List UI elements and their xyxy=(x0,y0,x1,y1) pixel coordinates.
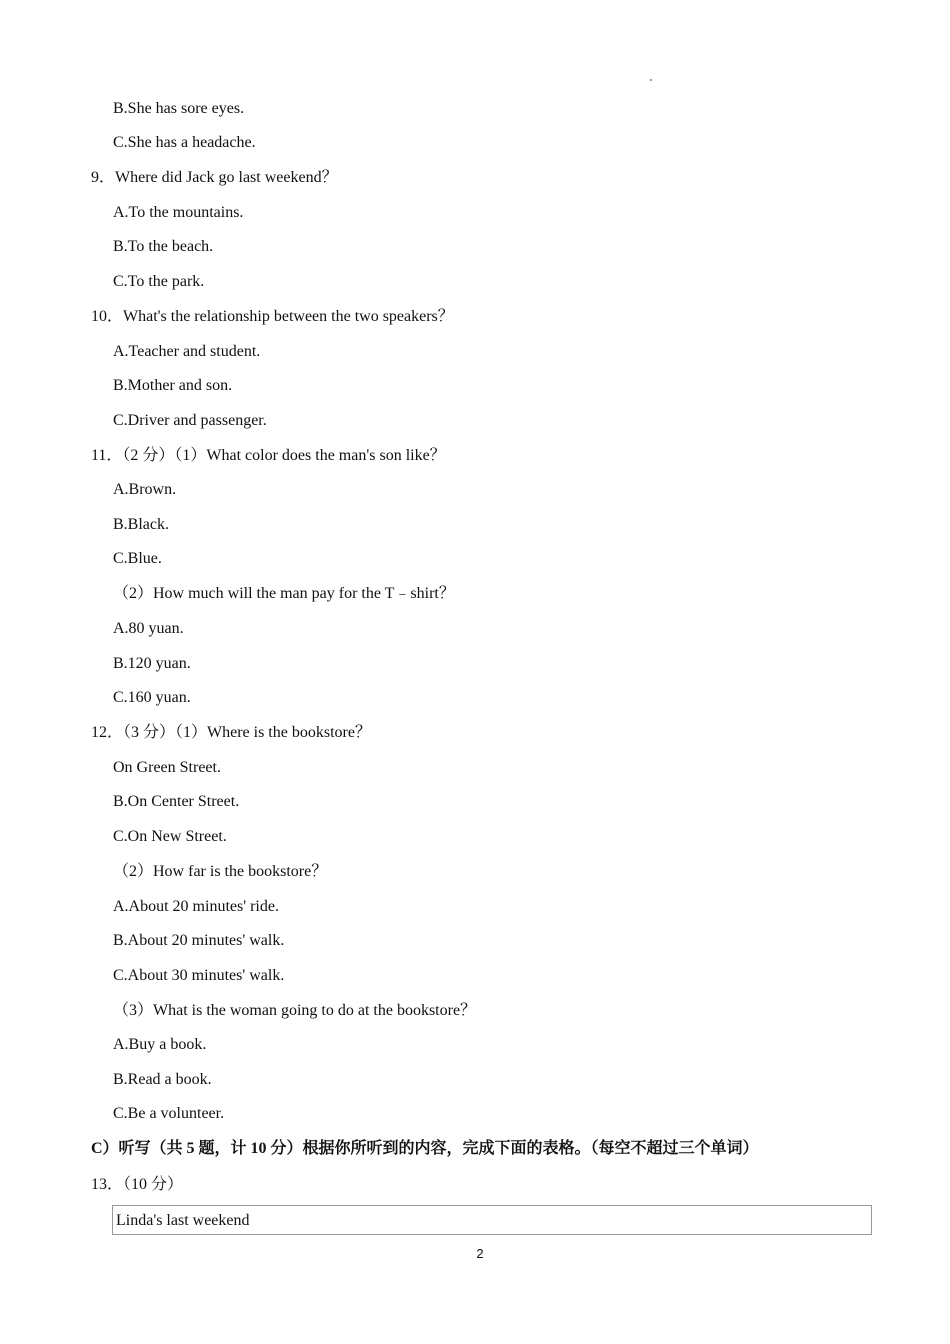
answer-table xyxy=(112,1205,872,1235)
option-12-2a: A.About 20 minutes' ride. xyxy=(113,898,279,915)
question-11-part-1: 11．（2 分）（1）What color does the man's son like？ xyxy=(91,447,446,464)
option-12-1b: B.On Center Street. xyxy=(113,793,240,810)
question-9: 9．Where did Jack go last weekend？ xyxy=(91,169,338,186)
option-12-1a: On Green Street. xyxy=(113,759,221,776)
option-11-1c: C.Blue. xyxy=(113,550,162,567)
option-11-2a: A.80 yuan. xyxy=(113,620,184,637)
option-10a: A.Teacher and student. xyxy=(113,343,261,360)
option-12-3b: B.Read a book. xyxy=(113,1071,212,1088)
question-12-part-2: （2）How far is the bookstore？ xyxy=(113,863,328,880)
page-number: 2 xyxy=(476,1246,484,1261)
question-12-part-1: 12．（3 分）（1）Where is the bookstore？ xyxy=(91,724,371,741)
option-12-3c: C.Be a volunteer. xyxy=(113,1105,225,1122)
option-9b: B.To the beach. xyxy=(113,238,214,255)
option-11-1b: B.Black. xyxy=(113,516,169,533)
question-13: 13．（10 分） xyxy=(91,1176,184,1193)
option-9a: A.To the mountains. xyxy=(113,204,244,221)
option-10c: C.Driver and passenger. xyxy=(113,412,267,429)
option-12-1c: C.On New Street. xyxy=(113,828,227,845)
option-12-2b: B.About 20 minutes' walk. xyxy=(113,932,285,949)
option-12-2c: C.About 30 minutes' walk. xyxy=(113,967,285,984)
option-10b: B.Mother and son. xyxy=(113,377,233,394)
question-12-part-3: （3）What is the woman going to do at the bookstore？ xyxy=(113,1002,477,1019)
option-11-2c: C.160 yuan. xyxy=(113,689,191,706)
section-c-heading: C）听写（共 5 题，计 10 分）根据你所听到的内容，完成下面的表格。（每空不超过三个单词） xyxy=(91,1140,759,1157)
option-11-2b: B.120 yuan. xyxy=(113,655,191,672)
option-9c: C.To the park. xyxy=(113,273,205,290)
option-12-3a: A.Buy a book. xyxy=(113,1036,207,1053)
question-10: 10．What's the relationship between the two speakers？ xyxy=(91,308,454,325)
option-8c: C.She has a headache. xyxy=(113,134,256,151)
option-8b: B.She has sore eyes. xyxy=(113,100,245,117)
header-dot-mark xyxy=(650,79,652,81)
question-11-part-2: （2）How much will the man pay for the T﹣shirt？ xyxy=(113,585,455,602)
option-11-1a: A.Brown. xyxy=(113,481,177,498)
table-header-cell: Linda's last weekend xyxy=(116,1212,250,1229)
